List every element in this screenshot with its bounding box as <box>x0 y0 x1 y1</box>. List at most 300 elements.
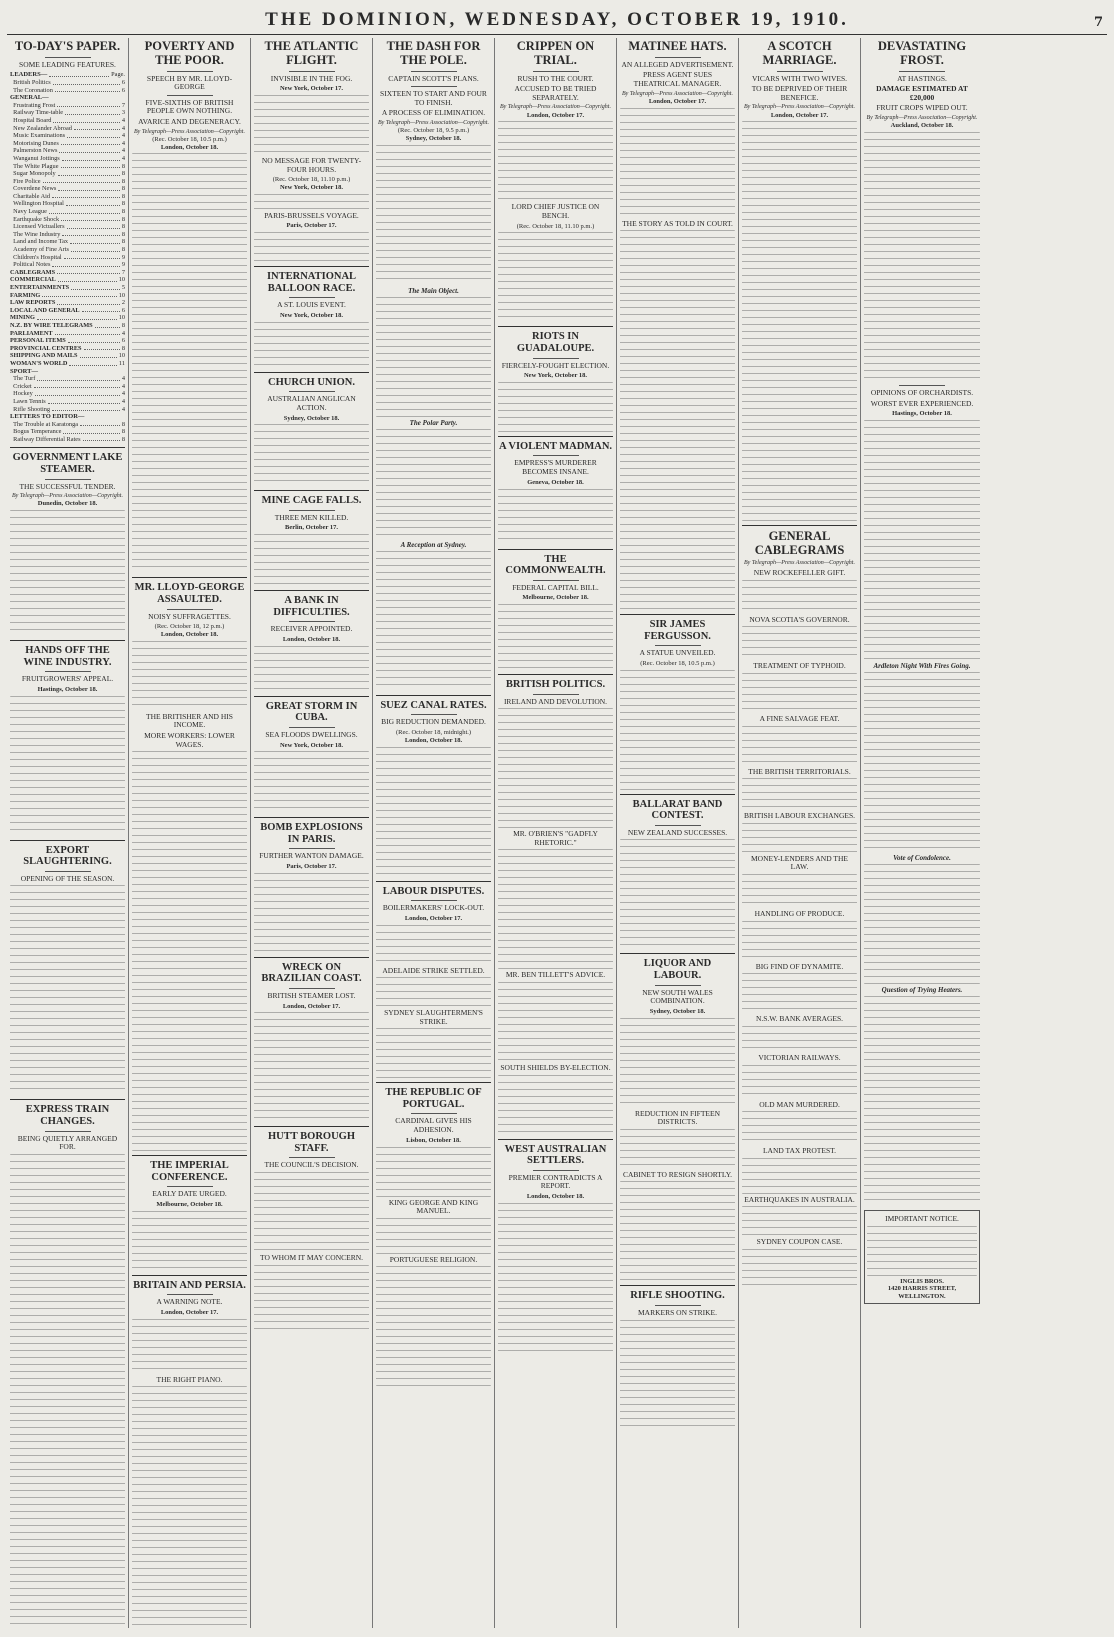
index-entry-page: 8 <box>121 420 125 428</box>
index-entry-label: CABLEGRAMS <box>10 268 56 276</box>
article-text <box>620 108 735 218</box>
article-text <box>254 1172 369 1252</box>
article-text <box>10 510 125 636</box>
subhead: A WARNING NOTE. <box>156 1297 223 1307</box>
place-date: Dunedin, October 18. <box>37 500 98 508</box>
subhead: THE RIGHT PIANO. <box>156 1374 223 1384</box>
place-date: Lisbon, October 18. <box>406 1136 461 1144</box>
index-entry <box>10 185 125 193</box>
article-text <box>620 230 735 610</box>
credit: By Telegraph—Press Association—Copyright. <box>866 115 978 121</box>
subhead: BRITISH STEAMER LOST. <box>267 990 356 1000</box>
place-date: Melbourne, October 18. <box>522 594 589 602</box>
subhead: AVARICE AND DEGENERACY. <box>138 117 241 126</box>
received-time: (Rec. October 18, 11.10 p.m.) <box>272 176 351 184</box>
credit: By Telegraph—Press Association—Copyright. <box>744 104 855 111</box>
subhead: NOISY SUFFRAGETTES. <box>148 611 231 621</box>
index-entry-label: PARLIAMENT <box>10 329 53 337</box>
index-entry <box>10 337 125 345</box>
headline: THE ATLANTIC FLIGHT. <box>264 39 359 67</box>
subhead: SYDNEY SLAUGHTERMEN'S STRIKE. <box>384 1008 483 1026</box>
index-entry-label: Children's Hospital <box>10 253 62 261</box>
cablegram-heading: MONEY-LENDERS AND THE LAW. <box>751 853 848 872</box>
subhead: RUSH TO THE COURT. <box>517 73 594 83</box>
subhead: A ST. LOUIS EVENT. <box>277 300 346 310</box>
headline: THE DASH FOR THE POLE. <box>386 39 481 67</box>
index-entry <box>10 231 125 239</box>
article-text <box>864 864 980 984</box>
article-text <box>620 1018 735 1108</box>
headline: INTERNATIONAL BALLOON RACE. <box>266 271 357 294</box>
article-text <box>498 121 613 201</box>
index-entry <box>10 421 125 429</box>
index-entry-label: Music Examinations <box>10 132 66 140</box>
index-entry-label: Rifle Shooting <box>10 405 51 413</box>
index-entry <box>10 276 125 284</box>
index-sport <box>10 375 125 413</box>
index-entry <box>10 87 125 95</box>
subhead: MR. BEN TILLETT'S ADVICE. <box>505 970 606 980</box>
article-text <box>254 232 369 262</box>
article-text <box>498 849 613 969</box>
place-date: London, October 17. <box>648 97 707 105</box>
headline: WEST AUSTRALIAN SETTLERS. <box>504 1143 607 1167</box>
cablegram-heading: SYDNEY COUPON CASE. <box>756 1237 843 1247</box>
index-entry-label: ENTERTAINMENTS <box>10 284 70 291</box>
index-entry-page: 8 <box>121 230 125 238</box>
subhead: WORST EVER EXPERIENCED. <box>870 398 974 408</box>
subhead: SOUTH SHIELDS BY-ELECTION. <box>500 1063 611 1073</box>
index-entry-page: 8 <box>121 177 125 185</box>
place-date: New York, October 18. <box>279 311 343 319</box>
place-date: Hastings, October 18. <box>37 685 98 693</box>
index-entry-page: 8 <box>121 246 125 254</box>
received-time: (Rec. October 18, 12 p.m.) <box>154 623 225 631</box>
subhead: PRESS AGENT SUES THEATRICAL MANAGER. <box>633 70 722 88</box>
index-general-label: GENERAL— <box>10 94 49 102</box>
index-entry-label: Licensed Victuallers <box>10 223 65 231</box>
subhead: SIXTEEN TO START AND FOUR TO FINISH. <box>380 89 487 107</box>
index-entry-label: Lawn Tennis <box>10 397 46 405</box>
index-entry-label: New Zealander Abroad <box>10 124 72 132</box>
received-time: (Rec. October 18, 11.10 p.m.) <box>516 222 595 230</box>
received-time: (Rec. October 18, 10.5 p.m.) <box>152 135 227 143</box>
subhead: FRUIT CROPS WIPED OUT. <box>876 103 968 113</box>
index-entry <box>10 109 125 117</box>
credit: By Telegraph—Press Association—Copyright. <box>134 128 245 135</box>
place-date: Sydney, October 18. <box>283 414 340 422</box>
index-entry <box>10 398 125 406</box>
index-entry <box>10 193 125 201</box>
place-date: New York, October 18. <box>279 741 343 749</box>
subhead: MARKERS ON STRIKE. <box>638 1308 717 1318</box>
subhead: VICARS WITH TWO WIVES. <box>752 73 847 83</box>
index-entry <box>10 140 125 148</box>
article-text <box>498 489 613 545</box>
index-entry <box>10 79 125 87</box>
credit: By Telegraph—Press Association—Copyright. <box>12 493 123 500</box>
index-subtitle: SOME LEADING FEATURES. <box>19 59 116 69</box>
index-entry <box>10 147 125 155</box>
article-text <box>376 1266 491 1386</box>
subhead: SPEECH BY MR. LLOYD-GEORGE <box>146 73 233 92</box>
index-entry <box>10 390 125 398</box>
index-entry-label: LOCAL AND GENERAL <box>10 306 80 314</box>
headline: LABOUR DISPUTES. <box>382 885 485 897</box>
index-entry <box>10 314 125 322</box>
headline: EXPRESS TRAIN CHANGES. <box>25 1104 110 1127</box>
index-entry-page: 4 <box>121 405 125 413</box>
subhead: IRELAND AND DEVOLUTION. <box>503 696 608 706</box>
masthead-title: THE DOMINION, WEDNESDAY, OCTOBER 19, 1910. <box>265 9 849 30</box>
index-entry-page: 8 <box>121 435 125 443</box>
index-entry <box>10 352 125 360</box>
index-entry-label: The Trouble at Karatonga <box>10 420 79 428</box>
newspaper-page <box>7 4 1107 1629</box>
index-entry-page: 10 <box>118 314 125 322</box>
subhead: ADELAIDE STRIKE SETTLED. <box>382 965 485 975</box>
subhead: TO BE DEPRIVED OF THEIR BENEFICE. <box>751 84 848 102</box>
article-text <box>742 823 857 853</box>
article-text <box>742 1111 857 1145</box>
article-text <box>742 626 857 660</box>
index-entry-label: Navy League <box>10 208 47 216</box>
index-entry-page: 8 <box>121 238 125 246</box>
index-entry <box>10 178 125 186</box>
index-entry-label: MINING <box>10 314 35 322</box>
credit: By Telegraph—Press Association—Copyright. <box>744 559 855 566</box>
column-6 <box>617 38 739 1628</box>
subhead: SEA FLOODS DWELLINGS. <box>265 729 358 739</box>
index-entry-label: N.Z. BY WIRE TELEGRAMS <box>10 321 93 329</box>
place-date: Sydney, October 18. <box>405 134 462 142</box>
article-text <box>498 708 613 828</box>
index-entry-page: 4 <box>121 382 125 390</box>
masthead <box>7 4 1107 35</box>
index-letters-label: LETTERS TO EDITOR— <box>10 413 85 421</box>
index-entry-label: PROVINCIAL CENTRES <box>10 344 82 352</box>
article-text <box>620 670 735 790</box>
article-text <box>254 95 369 155</box>
headline: HANDS OFF THE WINE INDUSTRY. <box>23 645 112 668</box>
index-entry-page: 4 <box>121 132 125 140</box>
subhead: AUSTRALIAN ANGLICAN ACTION. <box>267 394 356 412</box>
index-entry-page: 4 <box>121 116 125 124</box>
columns <box>7 38 1107 1628</box>
index-entry-label: Academy of Fine Arts <box>10 246 69 254</box>
subhead: CAPTAIN SCOTT'S PLANS. <box>388 73 479 83</box>
place-date: Berlin, October 17. <box>285 524 338 532</box>
column-3 <box>251 38 373 1628</box>
headline: BRITAIN AND PERSIA. <box>133 1279 246 1291</box>
index-entry-label: LAW REPORTS <box>10 299 56 307</box>
cablegram-heading: THE BRITISH TERRITORIALS. <box>748 766 851 776</box>
cablegram-heading: VICTORIAN RAILWAYS. <box>758 1052 841 1062</box>
received-time: (Rec. October 18, 10.5 p.m.) <box>640 659 715 667</box>
subhead: NO MESSAGE FOR TWENTY-FOUR HOURS. <box>261 155 362 174</box>
article-text <box>376 429 491 539</box>
subhead: PREMIER CONTRADICTS A REPORT. <box>508 1172 603 1191</box>
headline: EXPORT SLAUGHTERING. <box>23 844 112 868</box>
index-entry-page: 8 <box>121 200 125 208</box>
place-date: Melbourne, October 18. <box>156 1200 223 1208</box>
index-entry <box>10 269 125 277</box>
headline: THE REPUBLIC OF PORTUGAL. <box>385 1087 482 1110</box>
article-text <box>742 973 857 1013</box>
index-entry <box>10 428 125 436</box>
column-7 <box>739 38 861 1628</box>
article-text <box>498 982 613 1062</box>
cablegram-heading: BRITISH LABOUR EXCHANGES. <box>743 811 856 821</box>
subhead: A STATUE UNVEILED. <box>639 648 716 658</box>
index-entry-page: 8 <box>121 344 125 352</box>
headline: LIQUOR AND LABOUR. <box>643 958 712 982</box>
place-date: Sydney, October 18. <box>649 1007 706 1015</box>
place-date: New York, October 18. <box>523 372 587 380</box>
article-text <box>864 420 980 660</box>
article-text <box>254 873 369 953</box>
article-text <box>742 121 857 521</box>
cablegram-heading: HANDLING OF PRODUCE. <box>754 909 845 919</box>
subhead: MORE WORKERS: LOWER WAGES. <box>144 730 235 749</box>
index-entry-page: 4 <box>121 375 125 383</box>
index-entry-page: 10 <box>118 276 125 284</box>
index-leaders <box>10 79 125 94</box>
index-entry-label: COMMERCIAL <box>10 276 56 284</box>
subhead: EARLY DATE URGED. <box>152 1189 227 1199</box>
headline: SIR JAMES FERGUSSON. <box>644 619 711 642</box>
subhead: TO WHOM IT MAY CONCERN. <box>260 1253 363 1263</box>
place-date: London, October 18. <box>282 635 341 643</box>
article-text <box>864 996 980 1206</box>
place-date: Auckland, October 18. <box>890 122 954 130</box>
headline: HUTT BOROUGH STAFF. <box>267 1131 356 1154</box>
place-date: London, October 17. <box>526 111 585 119</box>
cablegram-heading: BIG FIND OF DYNAMITE. <box>755 961 844 971</box>
article-text <box>498 232 613 322</box>
credit: By Telegraph—Press Association—Copyright. <box>622 90 733 97</box>
article-text <box>10 1154 125 1628</box>
side-heading: The Main Object. <box>408 286 459 295</box>
article-text <box>132 751 247 1151</box>
index-title: TO-DAY'S PAPER. <box>14 39 121 53</box>
article-text <box>254 534 369 586</box>
article-text <box>742 1249 857 1289</box>
place-date: London, October 17. <box>770 111 829 119</box>
index-entry-label: Sugar Monopoly <box>10 170 56 178</box>
subhead: BEING QUIETLY ARRANGED FOR. <box>17 1133 118 1152</box>
headline: WRECK ON BRAZILIAN COAST. <box>261 961 362 985</box>
subhead: KING GEORGE AND KING MANUEL. <box>388 1197 479 1216</box>
index-entry <box>10 284 125 292</box>
article-text <box>254 194 369 210</box>
article-text <box>254 646 369 692</box>
headline: THE IMPERIAL CONFERENCE. <box>150 1160 229 1183</box>
headline: MR. LLOYD-GEORGE ASSAULTED. <box>134 582 245 605</box>
index-entry <box>10 345 125 353</box>
index-entry-label: Wanganui Jottings <box>10 154 60 162</box>
subhead: AN ALLEGED ADVERTISEMENT. <box>621 59 734 69</box>
index-entry-page: 8 <box>121 192 125 200</box>
article-text <box>132 641 247 711</box>
headline: RIFLE SHOOTING. <box>630 1290 725 1302</box>
index-entry-page: 8 <box>121 185 125 193</box>
index-entry-page: 7 <box>121 101 125 109</box>
article-text <box>254 751 369 813</box>
subhead: INVISIBLE IN THE FOG. <box>270 73 353 83</box>
headline: SUEZ CANAL RATES. <box>380 699 487 711</box>
index-sections <box>10 269 125 368</box>
index-entry-page: 4 <box>121 124 125 132</box>
article-text <box>10 696 125 836</box>
index-entry-label: FARMING <box>10 291 41 299</box>
index-entry-page: 8 <box>121 321 125 329</box>
index-entry <box>10 254 125 262</box>
index-entry <box>10 360 125 368</box>
index-entry-label: PERSONAL ITEMS <box>10 337 66 345</box>
headline: RIOTS IN GUADALOUPE. <box>516 331 595 354</box>
subhead: CABINET TO RESIGN SHORTLY. <box>622 1169 733 1179</box>
headline: GREAT STORM IN CUBA. <box>265 700 358 724</box>
index-entry <box>10 406 125 414</box>
article-text <box>864 132 980 382</box>
index-entry-page: 11 <box>118 359 125 367</box>
place-date: London, October 18. <box>160 143 219 151</box>
article-text <box>132 1319 247 1374</box>
index-entry-label: The White Plague <box>10 162 59 170</box>
article-text <box>742 580 857 614</box>
article-text <box>498 604 613 670</box>
index-entry-label: The Wine Industry <box>10 230 61 238</box>
side-heading: Question of Trying Heaters. <box>881 986 963 995</box>
headline: CHURCH UNION. <box>268 376 355 388</box>
index-entry-page: 5 <box>121 284 125 291</box>
article-text <box>376 551 491 691</box>
index-entry-page: 6 <box>121 86 125 94</box>
article-text <box>620 1129 735 1169</box>
headline: DEVASTATING FROST. <box>877 39 967 67</box>
index-entry-label: Political Notes <box>10 261 51 269</box>
index-entry-page: 2 <box>121 299 125 307</box>
subhead: ACCUSED TO BE TRIED SEPARATELY. <box>514 84 597 102</box>
index-entry-label: Bogus Temperance <box>10 428 62 436</box>
advertiser-name: INGLIS BROS. <box>900 1277 944 1285</box>
index-page-label: Page. <box>111 71 125 79</box>
article-text <box>376 1147 491 1197</box>
index-entry-label: Motorising Dunes <box>10 139 59 147</box>
place-date: New York, October 17. <box>279 85 343 93</box>
index-entry-page: 8 <box>121 162 125 170</box>
index-entry-page: 6 <box>121 306 125 314</box>
cablegram-heading: NEW ROCKEFELLER GIFT. <box>753 568 846 578</box>
article-text <box>620 1181 735 1281</box>
headline: MATINEE HATS. <box>628 39 727 53</box>
headline: GOVERNMENT LAKE STEAMER. <box>12 452 123 476</box>
article-text <box>498 1203 613 1353</box>
place-date: London, October 17. <box>160 1308 219 1316</box>
index-entry <box>10 208 125 216</box>
index-entry <box>10 322 125 330</box>
index-entry-page: 4 <box>121 139 125 147</box>
side-heading: Ardleton Night With Fires Going. <box>873 662 971 671</box>
index-entry-page: 8 <box>121 223 125 231</box>
article-text <box>620 1320 735 1430</box>
cablegram-heading: TREATMENT OF TYPHOID. <box>753 661 846 671</box>
index-entry-page: 6 <box>121 78 125 86</box>
index-entry <box>10 261 125 269</box>
place-date: Paris, October 17. <box>286 863 337 871</box>
article-text <box>254 424 369 486</box>
place-date: Hastings, October 18. <box>892 410 952 418</box>
index-entry-page: 8 <box>121 428 125 436</box>
article-text <box>376 145 491 285</box>
advertisement <box>864 1210 980 1304</box>
index-entry-label: The Coronation <box>10 86 53 94</box>
index-entry <box>10 238 125 246</box>
index-entry <box>10 102 125 110</box>
article-text <box>376 747 491 877</box>
index-general <box>10 102 125 269</box>
index-entry <box>10 170 125 178</box>
credit: By Telegraph—Press Association—Copyright. <box>378 120 489 126</box>
headline: BOMB EXPLOSIONS IN PARIS. <box>260 822 363 845</box>
article-text <box>376 1218 491 1254</box>
article-text <box>742 1158 857 1194</box>
cablegram-heading: LAND TAX PROTEST. <box>762 1146 837 1156</box>
subhead: REDUCTION IN FIFTEEN DISTRICTS. <box>635 1108 720 1127</box>
subhead: PORTUGUESE RELIGION. <box>389 1254 478 1264</box>
subhead: OPENING OF THE SEASON. <box>20 873 115 883</box>
index-entry-page: 3 <box>121 109 125 117</box>
article-text <box>132 1211 247 1271</box>
index-entry <box>10 125 125 133</box>
index-entry <box>10 132 125 140</box>
index-entry-page: 4 <box>121 329 125 337</box>
index-entry <box>10 246 125 254</box>
article-text <box>742 726 857 766</box>
place-date: London, October 17. <box>282 1002 341 1010</box>
column-5 <box>495 38 617 1628</box>
index-entry-label: Railway Time-table <box>10 109 63 117</box>
subhead: THE COUNCIL'S DECISION. <box>264 1160 359 1170</box>
column-1 <box>7 38 129 1628</box>
article-text <box>254 1265 369 1335</box>
column-2 <box>129 38 251 1628</box>
subhead: BIG REDUCTION DEMANDED. <box>381 717 486 727</box>
index-entry-label: Hockey <box>10 390 33 398</box>
subhead: DAMAGE ESTIMATED AT £20,000 <box>876 84 968 102</box>
index-entry-label: Frustrating Frost <box>10 101 56 109</box>
article-text <box>498 382 613 432</box>
index-sport-label: SPORT— <box>10 367 38 375</box>
place-date: Paris, October 17. <box>286 222 337 230</box>
subhead: THE STORY AS TOLD IN COURT. <box>622 218 733 228</box>
article-text <box>498 1075 613 1135</box>
cablegram-heading: OLD MAN MURDERED. <box>759 1099 840 1109</box>
index-entry-label: SHIPPING AND MAILS <box>10 352 78 360</box>
column-8 <box>861 38 983 1628</box>
index-entry <box>10 216 125 224</box>
received-time: (Rec. October 18, 9.5 p.m.) <box>397 127 470 135</box>
subhead: FIVE-SIXTHS OF BRITISH PEOPLE OWN NOTHING. <box>145 97 234 116</box>
subhead: AT HASTINGS. <box>897 73 947 83</box>
index-entry <box>10 299 125 307</box>
received-time: (Rec. October 18, midnight.) <box>395 728 472 736</box>
index-entry-label: British Politics <box>10 78 51 86</box>
index-entry-label: Palmerston News <box>10 147 58 155</box>
subhead: PARIS-BRUSSELS VOYAGE. <box>264 210 359 220</box>
article-text <box>10 885 125 1095</box>
